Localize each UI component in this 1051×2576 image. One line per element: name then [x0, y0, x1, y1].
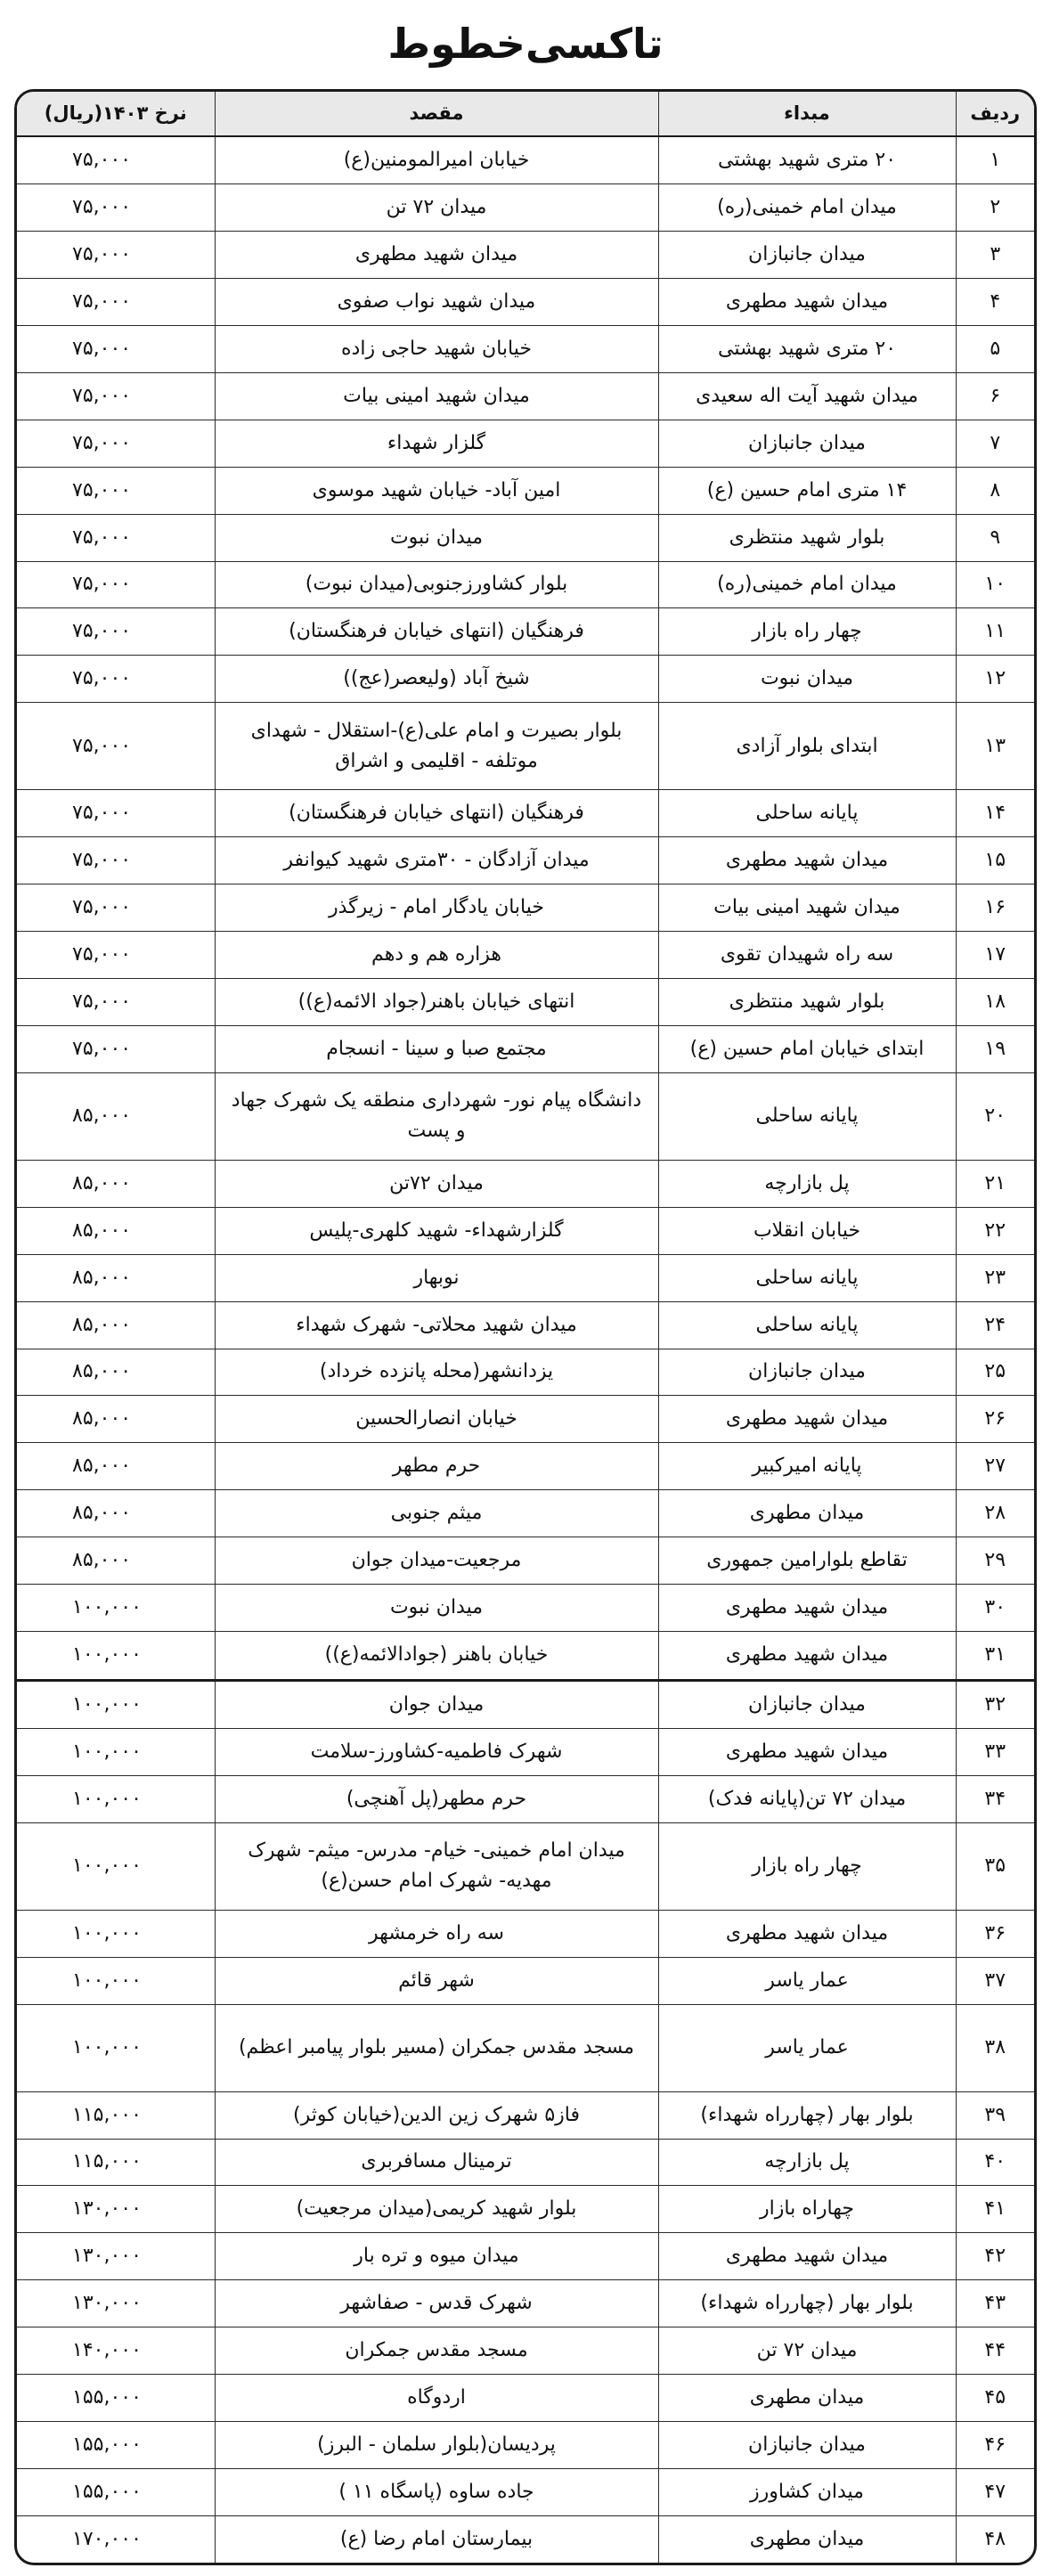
table-body — [17, 136, 1034, 2563]
fare-cell: ۸۵,۰۰۰ — [17, 1349, 215, 1396]
origin-cell: میدان امام خمینی(ره) — [658, 184, 956, 232]
fare-cell: ۸۵,۰۰۰ — [17, 1396, 215, 1443]
row-number: ۲۳ — [956, 1254, 1034, 1301]
row-number: ۳۲ — [956, 1680, 1034, 1728]
destination-cell: میدان آزادگان - ۳۰متری شهید کیوانفر — [215, 837, 658, 884]
row-number: ۳ — [956, 232, 1034, 279]
origin-cell: میدان شهید مطهری — [658, 837, 956, 884]
destination-cell: میدان ۷۲ تن — [215, 184, 658, 232]
origin-cell: پایانه ساحلی — [658, 1072, 956, 1160]
origin-cell: میدان شهید آیت اله سعیدی — [658, 372, 956, 420]
table-row — [17, 1728, 1034, 1775]
table-row — [17, 136, 1034, 184]
table-row — [17, 279, 1034, 326]
destination-cell: نوبهار — [215, 1254, 658, 1301]
header-origin: مبداء — [658, 92, 956, 136]
fare-cell: ۱۵۵,۰۰۰ — [17, 2469, 215, 2516]
table-row — [17, 1957, 1034, 2004]
destination-cell: مرجعیت-میدان جوان — [215, 1537, 658, 1585]
row-number: ۲۹ — [956, 1537, 1034, 1585]
destination-cell: شهرک قدس - صفاشهر — [215, 2280, 658, 2327]
origin-cell: میدان امام خمینی(ره) — [658, 561, 956, 608]
fare-cell: ۱۰۰,۰۰۰ — [17, 1632, 215, 1680]
table-row — [17, 1254, 1034, 1301]
origin-cell: میدان ۷۲ تن(پایانه فدک) — [658, 1775, 956, 1822]
origin-cell: پایانه امیرکبیر — [658, 1443, 956, 1490]
row-number: ۱ — [956, 136, 1034, 184]
table-row — [17, 514, 1034, 561]
fares-table-frame — [14, 89, 1037, 2565]
table-row — [17, 2139, 1034, 2186]
origin-cell: بلوار شهید منتظری — [658, 514, 956, 561]
destination-cell: میدان جوان — [215, 1680, 658, 1728]
fare-cell: ۷۵,۰۰۰ — [17, 372, 215, 420]
destination-cell: میدان امام خمینی- خیام- مدرس- میثم- شهرک مهدیه- شهرک امام حسن(ع) — [215, 1822, 658, 1910]
row-number: ۴۲ — [956, 2233, 1034, 2280]
row-number: ۴ — [956, 279, 1034, 326]
row-number: ۴۱ — [956, 2186, 1034, 2233]
destination-cell: امین آباد- خیابان شهید موسوی — [215, 467, 658, 514]
origin-cell: میدان شهید امینی بیات — [658, 884, 956, 932]
destination-cell: میدان میوه و تره بار — [215, 2233, 658, 2280]
table-row — [17, 1632, 1034, 1680]
origin-cell: میدان جانبازان — [658, 420, 956, 467]
table-row — [17, 1910, 1034, 1957]
table-row — [17, 1160, 1034, 1207]
fare-cell: ۸۵,۰۰۰ — [17, 1072, 215, 1160]
destination-cell: شهر قائم — [215, 1957, 658, 2004]
table-row — [17, 372, 1034, 420]
fare-cell: ۸۵,۰۰۰ — [17, 1254, 215, 1301]
table-row — [17, 2515, 1034, 2563]
table-row — [17, 2280, 1034, 2327]
fare-cell: ۷۵,۰۰۰ — [17, 979, 215, 1026]
origin-cell: پایانه ساحلی — [658, 1254, 956, 1301]
fare-cell: ۷۵,۰۰۰ — [17, 325, 215, 372]
fare-cell: ۷۵,۰۰۰ — [17, 790, 215, 837]
destination-cell: میدان نبوت — [215, 1585, 658, 1632]
row-number: ۴۳ — [956, 2280, 1034, 2327]
origin-cell: پایانه ساحلی — [658, 1301, 956, 1349]
table-row — [17, 1207, 1034, 1254]
origin-cell: عمار یاسر — [658, 2004, 956, 2091]
row-number: ۲۱ — [956, 1160, 1034, 1207]
destination-cell: گلزار شهداء — [215, 420, 658, 467]
origin-cell: میدان شهید مطهری — [658, 1632, 956, 1680]
row-number: ۲۰ — [956, 1072, 1034, 1160]
destination-cell: خیابان انصارالحسین — [215, 1396, 658, 1443]
fare-cell: ۱۷۰,۰۰۰ — [17, 2515, 215, 2563]
table-row — [17, 1775, 1034, 1822]
row-number: ۱۰ — [956, 561, 1034, 608]
fare-cell: ۷۵,۰۰۰ — [17, 279, 215, 326]
table-row — [17, 467, 1034, 514]
origin-cell: خیابان انقلاب — [658, 1207, 956, 1254]
origin-cell: میدان شهید مطهری — [658, 2233, 956, 2280]
origin-cell: میدان شهید مطهری — [658, 1585, 956, 1632]
fare-cell: ۱۵۵,۰۰۰ — [17, 2375, 215, 2422]
destination-cell: حرم مطهر(پل آهنچی) — [215, 1775, 658, 1822]
table-row — [17, 1396, 1034, 1443]
destination-cell: انتهای خیابان باهنر(جواد الائمه(ع)) — [215, 979, 658, 1026]
fare-cell: ۸۵,۰۰۰ — [17, 1301, 215, 1349]
origin-cell: ابتدای بلوار آزادی — [658, 703, 956, 790]
fare-cell: ۱۳۰,۰۰۰ — [17, 2233, 215, 2280]
fare-cell: ۷۵,۰۰۰ — [17, 420, 215, 467]
destination-cell: بیمارستان امام رضا (ع) — [215, 2515, 658, 2563]
table-row — [17, 837, 1034, 884]
table-row — [17, 1301, 1034, 1349]
destination-cell: بلوار کشاورزجنوبی(میدان نبوت) — [215, 561, 658, 608]
row-number: ۴۴ — [956, 2327, 1034, 2375]
destination-cell: هزاره هم و دهم — [215, 932, 658, 979]
table-header-row — [17, 92, 1034, 136]
fares-table — [17, 92, 1034, 2563]
row-number: ۹ — [956, 514, 1034, 561]
fare-cell: ۸۵,۰۰۰ — [17, 1490, 215, 1537]
row-number: ۱۱ — [956, 608, 1034, 656]
destination-cell: حرم مطهر — [215, 1443, 658, 1490]
origin-cell: چهار راه بازار — [658, 1822, 956, 1910]
origin-cell: پایانه ساحلی — [658, 790, 956, 837]
fare-cell: ۷۵,۰۰۰ — [17, 884, 215, 932]
destination-cell: فاز۵ شهرک زین الدین(خیابان کوثر) — [215, 2091, 658, 2139]
origin-cell: بلوار بهار (چهارراه شهداء) — [658, 2280, 956, 2327]
destination-cell: خیابان شهید حاجی زاده — [215, 325, 658, 372]
destination-cell: خیابان باهنر (جوادالائمه(ع)) — [215, 1632, 658, 1680]
origin-cell: سه راه شهیدان تقوی — [658, 932, 956, 979]
fare-cell: ۱۰۰,۰۰۰ — [17, 1822, 215, 1910]
row-number: ۲۷ — [956, 1443, 1034, 1490]
row-number: ۲ — [956, 184, 1034, 232]
origin-cell: ۲۰ متری شهید بهشتی — [658, 325, 956, 372]
destination-cell: گلزارشهداء- شهید کلهری-پلیس — [215, 1207, 658, 1254]
table-row — [17, 232, 1034, 279]
fare-cell: ۸۵,۰۰۰ — [17, 1537, 215, 1585]
fare-cell: ۱۳۰,۰۰۰ — [17, 2280, 215, 2327]
destination-cell: فرهنگیان (انتهای خیابان فرهنگستان) — [215, 608, 658, 656]
origin-cell: میدان کشاورز — [658, 2469, 956, 2516]
destination-cell: اردوگاه — [215, 2375, 658, 2422]
fare-cell: ۷۵,۰۰۰ — [17, 184, 215, 232]
row-number: ۴۸ — [956, 2515, 1034, 2563]
row-number: ۲۲ — [956, 1207, 1034, 1254]
row-number: ۳۴ — [956, 1775, 1034, 1822]
fare-cell: ۷۵,۰۰۰ — [17, 837, 215, 884]
row-number: ۶ — [956, 372, 1034, 420]
table-row — [17, 703, 1034, 790]
table-row — [17, 2233, 1034, 2280]
table-row — [17, 1490, 1034, 1537]
destination-cell: دانشگاه پیام نور- شهرداری منطقه یک شهرک جهاد و پست — [215, 1072, 658, 1160]
fare-cell: ۱۰۰,۰۰۰ — [17, 1957, 215, 2004]
origin-cell: تقاطع بلوارامین جمهوری — [658, 1537, 956, 1585]
destination-cell: میثم جنوبی — [215, 1490, 658, 1537]
origin-cell: میدان مطهری — [658, 1490, 956, 1537]
fare-cell: ۱۰۰,۰۰۰ — [17, 1680, 215, 1728]
table-row — [17, 2091, 1034, 2139]
table-row — [17, 2327, 1034, 2375]
destination-cell: میدان ۷۲تن — [215, 1160, 658, 1207]
row-number: ۲۸ — [956, 1490, 1034, 1537]
destination-cell: میدان شهید نواب صفوی — [215, 279, 658, 326]
table-row — [17, 1585, 1034, 1632]
table-row — [17, 325, 1034, 372]
origin-cell: میدان شهید مطهری — [658, 1910, 956, 1957]
origin-cell: پل بازارچه — [658, 2139, 956, 2186]
origin-cell: میدان شهید مطهری — [658, 1728, 956, 1775]
fare-cell: ۱۰۰,۰۰۰ — [17, 1585, 215, 1632]
fare-cell: ۸۵,۰۰۰ — [17, 1207, 215, 1254]
row-number: ۲۵ — [956, 1349, 1034, 1396]
fare-cell: ۱۱۵,۰۰۰ — [17, 2091, 215, 2139]
fare-cell: ۷۵,۰۰۰ — [17, 608, 215, 656]
destination-cell: میدان شهید امینی بیات — [215, 372, 658, 420]
destination-cell: شهرک فاطمیه-کشاورز-سلامت — [215, 1728, 658, 1775]
fare-cell: ۷۵,۰۰۰ — [17, 656, 215, 703]
header-fare: نرخ ۱۴۰۳(ریال) — [17, 92, 215, 136]
destination-cell: پردیسان(بلوار سلمان - البرز) — [215, 2422, 658, 2469]
table-row — [17, 1443, 1034, 1490]
origin-cell: میدان ۷۲ تن — [658, 2327, 956, 2375]
table-row — [17, 184, 1034, 232]
row-number: ۷ — [956, 420, 1034, 467]
origin-cell: بلوار شهید منتظری — [658, 979, 956, 1026]
row-number: ۱۲ — [956, 656, 1034, 703]
origin-cell: میدان شهید مطهری — [658, 279, 956, 326]
fare-cell: ۷۵,۰۰۰ — [17, 232, 215, 279]
origin-cell: ۲۰ متری شهید بهشتی — [658, 136, 956, 184]
row-number: ۳۸ — [956, 2004, 1034, 2091]
fare-cell: ۱۰۰,۰۰۰ — [17, 1775, 215, 1822]
table-row — [17, 561, 1034, 608]
destination-cell: مسجد مقدس جمکران — [215, 2327, 658, 2375]
table-row — [17, 1680, 1034, 1728]
destination-cell: جاده ساوه (پاسگاه ۱۱ ) — [215, 2469, 658, 2516]
fare-cell: ۸۵,۰۰۰ — [17, 1443, 215, 1490]
origin-cell: بلوار بهار (چهارراه شهداء) — [658, 2091, 956, 2139]
table-row — [17, 2469, 1034, 2516]
origin-cell: میدان جانبازان — [658, 1680, 956, 1728]
row-number: ۱۵ — [956, 837, 1034, 884]
table-row — [17, 2004, 1034, 2091]
row-number: ۳۶ — [956, 1910, 1034, 1957]
row-number: ۴۶ — [956, 2422, 1034, 2469]
header-row-number: ردیف — [956, 92, 1034, 136]
row-number: ۴۵ — [956, 2375, 1034, 2422]
fare-cell: ۷۵,۰۰۰ — [17, 514, 215, 561]
table-row — [17, 608, 1034, 656]
row-number: ۲۶ — [956, 1396, 1034, 1443]
row-number: ۱۴ — [956, 790, 1034, 837]
row-number: ۳۱ — [956, 1632, 1034, 1680]
page-title: تاکسی‌خطوط — [387, 20, 664, 68]
table-row — [17, 2422, 1034, 2469]
destination-cell: میدان نبوت — [215, 514, 658, 561]
table-row — [17, 420, 1034, 467]
row-number: ۳۳ — [956, 1728, 1034, 1775]
fare-cell: ۷۵,۰۰۰ — [17, 561, 215, 608]
fare-cell: ۷۵,۰۰۰ — [17, 467, 215, 514]
fare-cell: ۷۵,۰۰۰ — [17, 1025, 215, 1072]
destination-cell: بلوار بصیرت و امام علی(ع)-استقلال - شهدای موتلفه - اقلیمی و اشراق — [215, 703, 658, 790]
destination-cell: یزدانشهر(محله پانزده خرداد) — [215, 1349, 658, 1396]
fare-cell: ۱۴۰,۰۰۰ — [17, 2327, 215, 2375]
origin-cell: میدان مطهری — [658, 2375, 956, 2422]
table-row — [17, 932, 1034, 979]
origin-cell: میدان جانبازان — [658, 1349, 956, 1396]
table-row — [17, 1537, 1034, 1585]
origin-cell: چهاراه بازار — [658, 2186, 956, 2233]
destination-cell: سه راه خرمشهر — [215, 1910, 658, 1957]
fare-cell: ۱۰۰,۰۰۰ — [17, 2004, 215, 2091]
row-number: ۱۶ — [956, 884, 1034, 932]
row-number: ۱۸ — [956, 979, 1034, 1026]
fare-cell: ۱۰۰,۰۰۰ — [17, 1728, 215, 1775]
origin-cell: ۱۴ متری امام حسین (ع) — [658, 467, 956, 514]
origin-cell: ابتدای خیابان امام حسین (ع) — [658, 1025, 956, 1072]
fare-cell: ۷۵,۰۰۰ — [17, 136, 215, 184]
destination-cell: میدان شهید محلاتی- شهرک شهداء — [215, 1301, 658, 1349]
row-number: ۳۷ — [956, 1957, 1034, 2004]
row-number: ۲۴ — [956, 1301, 1034, 1349]
origin-cell: میدان جانبازان — [658, 232, 956, 279]
origin-cell: میدان مطهری — [658, 2515, 956, 2563]
origin-cell: میدان جانبازان — [658, 2422, 956, 2469]
row-number: ۳۹ — [956, 2091, 1034, 2139]
table-row — [17, 1072, 1034, 1160]
destination-cell: خیابان یادگار امام - زیرگذر — [215, 884, 658, 932]
row-number: ۴۰ — [956, 2139, 1034, 2186]
fare-cell: ۱۳۰,۰۰۰ — [17, 2186, 215, 2233]
destination-cell: خیابان امیرالمومنین(ع) — [215, 136, 658, 184]
table-row — [17, 979, 1034, 1026]
table-row — [17, 656, 1034, 703]
destination-cell: مجتمع صبا و سینا - انسجام — [215, 1025, 658, 1072]
destination-cell: فرهنگیان (انتهای خیابان فرهنگستان) — [215, 790, 658, 837]
row-number: ۵ — [956, 325, 1034, 372]
table-row — [17, 1025, 1034, 1072]
origin-cell: پل بازارچه — [658, 1160, 956, 1207]
row-number: ۸ — [956, 467, 1034, 514]
row-number: ۱۷ — [956, 932, 1034, 979]
destination-cell: ترمینال مسافربری — [215, 2139, 658, 2186]
table-row — [17, 2375, 1034, 2422]
fare-cell: ۱۰۰,۰۰۰ — [17, 1910, 215, 1957]
fare-cell: ۱۵۵,۰۰۰ — [17, 2422, 215, 2469]
row-number: ۱۳ — [956, 703, 1034, 790]
row-number: ۴۷ — [956, 2469, 1034, 2516]
row-number: ۱۹ — [956, 1025, 1034, 1072]
fare-cell: ۷۵,۰۰۰ — [17, 703, 215, 790]
fare-cell: ۷۵,۰۰۰ — [17, 932, 215, 979]
destination-cell: شیخ آباد (ولیعصر(عج)) — [215, 656, 658, 703]
fare-cell: ۸۵,۰۰۰ — [17, 1160, 215, 1207]
destination-cell: مسجد مقدس جمکران (مسیر بلوار پیامبر اعظم) — [215, 2004, 658, 2091]
origin-cell: عمار یاسر — [658, 1957, 956, 2004]
row-number: ۳۵ — [956, 1822, 1034, 1910]
header-destination: مقصد — [215, 92, 658, 136]
origin-cell: چهار راه بازار — [658, 608, 956, 656]
table-row — [17, 2186, 1034, 2233]
table-row — [17, 884, 1034, 932]
destination-cell: میدان شهید مطهری — [215, 232, 658, 279]
table-row — [17, 1822, 1034, 1910]
fare-cell: ۱۱۵,۰۰۰ — [17, 2139, 215, 2186]
origin-cell: میدان نبوت — [658, 656, 956, 703]
table-row — [17, 1349, 1034, 1396]
row-number: ۳۰ — [956, 1585, 1034, 1632]
origin-cell: میدان شهید مطهری — [658, 1396, 956, 1443]
destination-cell: بلوار شهید کریمی(میدان مرجعیت) — [215, 2186, 658, 2233]
table-row — [17, 790, 1034, 837]
